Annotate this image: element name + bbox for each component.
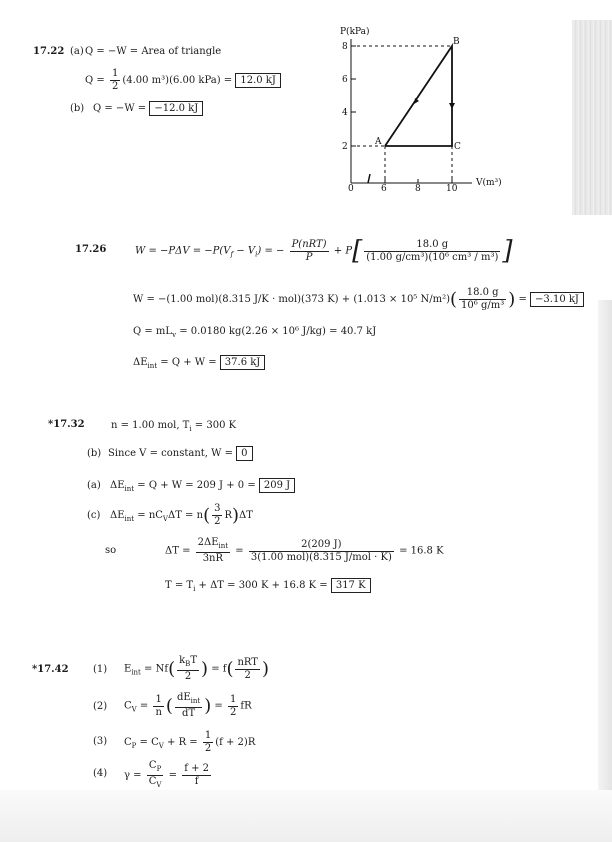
y-tick-label: 2: [342, 142, 348, 152]
equation-text: dE: [176, 692, 191, 703]
equation-row: [93, 101, 203, 116]
subscript: int: [147, 362, 158, 370]
equation-text: = C: [136, 737, 159, 748]
subscript: f: [230, 250, 234, 259]
subscript: v: [172, 331, 177, 339]
paren: ): [508, 289, 516, 310]
y-axis-label: P(kPa): [340, 27, 370, 37]
step-label: (3): [93, 736, 108, 747]
fraction-denominator: (1.00 g/cm³)(10⁶ cm³ / m³): [366, 251, 499, 263]
connector-word: so: [105, 545, 117, 556]
scan-edge-artifact: [572, 20, 612, 215]
equation-row: [133, 287, 584, 312]
equation-text: + R =: [163, 737, 198, 748]
fraction-numerator: [196, 537, 230, 553]
paren: ): [232, 505, 240, 526]
part-label: (a): [87, 480, 101, 491]
equation-text: ΔE: [133, 357, 148, 368]
paren: (: [450, 289, 458, 310]
subscript: int: [124, 485, 135, 493]
equation-text: Q = mL: [133, 326, 173, 337]
fraction-numerator: nRT: [237, 656, 258, 668]
step-label: (4): [93, 768, 108, 779]
equation-text: =: [136, 700, 149, 712]
fraction: [196, 537, 230, 565]
equation-text: Since V = constant, W =: [108, 448, 233, 459]
equation-text: 2ΔE: [197, 537, 219, 548]
equation-row: [133, 326, 376, 339]
equation-text: ΔT =: [165, 545, 191, 557]
y-tick-label: 4: [342, 108, 348, 118]
answer-box: 209 J: [259, 478, 295, 493]
equation-text: + ΔT = 300 K + 16.8 K =: [195, 580, 328, 591]
equation-text: T: [190, 655, 197, 666]
equation-row: [108, 446, 253, 461]
fraction-denominator: P: [305, 251, 313, 263]
fraction-denominator: 2: [230, 706, 237, 718]
equation-text: =: [235, 545, 244, 557]
subscript: V: [131, 705, 137, 714]
fraction-denominator: 2: [184, 671, 192, 682]
paren: (: [203, 505, 211, 526]
fraction: [147, 760, 164, 791]
equation-text: C: [124, 700, 132, 712]
equation-text: = f: [208, 663, 227, 675]
equation-text: = Q + W =: [157, 357, 217, 368]
bracket: [: [352, 236, 363, 266]
fraction-denominator: 2: [214, 516, 221, 527]
fraction-denominator: 3(1.00 mol)(8.315 J/mol · K): [250, 551, 392, 563]
subscript: P: [131, 742, 137, 750]
equation-row: [124, 655, 269, 683]
paren: (: [168, 658, 176, 680]
subscript: V: [162, 515, 168, 523]
fraction: [182, 763, 211, 788]
paren: ): [261, 658, 269, 680]
equation-text: R: [224, 510, 232, 521]
equation-text: =: [165, 770, 178, 781]
subscript: int: [131, 668, 141, 677]
problem-number: 17.22: [33, 46, 65, 57]
fraction-numerator: 1: [111, 68, 119, 79]
x-tick-label: 6: [381, 184, 387, 194]
fraction-denominator: 2: [244, 669, 251, 681]
fraction-denominator: dT: [182, 708, 196, 719]
y-tick-label: 8: [342, 42, 348, 52]
equation-row: [124, 692, 252, 720]
fraction-numerator: [147, 760, 164, 776]
pen-mark: [368, 174, 370, 183]
equation-text: = nC: [134, 510, 163, 521]
bracket: ]: [502, 236, 513, 266]
equation-text: ΔE: [110, 510, 125, 521]
fraction-numerator: 1: [204, 730, 212, 741]
fraction: [110, 68, 120, 93]
equation-text: k: [179, 655, 186, 666]
fraction-numerator: 18.0 g: [459, 287, 506, 300]
fraction-denominator: n: [155, 706, 162, 718]
answer-box: −12.0 kJ: [149, 101, 203, 116]
equation-row: [135, 236, 513, 266]
equation-text: W = −PΔV = −P(V: [135, 245, 231, 257]
subscript: i: [189, 425, 192, 433]
fraction-numerator: 2(209 J): [249, 539, 394, 552]
equation-row: [165, 537, 444, 565]
subscript: V: [156, 781, 162, 789]
step-label: (2): [93, 701, 108, 712]
equation-text: (4.00 m³)(6.00 kPa) =: [122, 75, 233, 86]
paren: ): [204, 695, 212, 717]
fraction-denominator: 2: [111, 81, 119, 92]
equation-text: ΔT: [239, 510, 253, 521]
fraction: [177, 655, 199, 683]
fraction: [175, 692, 202, 720]
equation-row: [85, 68, 281, 93]
equation-row: [165, 578, 371, 593]
fraction-numerator: 1: [230, 693, 237, 705]
part-label: (c): [87, 510, 101, 521]
fraction-numerator: f + 2: [184, 763, 210, 774]
fraction-denominator: [147, 776, 164, 791]
equation-text: C: [124, 737, 132, 748]
equation-row: [124, 730, 255, 755]
fraction-numerator: [177, 655, 199, 671]
equation-text: E: [124, 663, 132, 675]
fraction: [212, 503, 222, 528]
equation-text: γ =: [124, 770, 142, 781]
arrow-icon: [449, 103, 455, 109]
x-tick-label: 8: [415, 184, 421, 194]
equation-text: C: [148, 776, 157, 787]
fraction: [364, 239, 500, 264]
subscript: i: [193, 585, 196, 593]
equation-row: [133, 355, 265, 370]
fraction: [235, 657, 259, 682]
equation-text: = 300 K: [191, 420, 237, 431]
equation-text: T = T: [165, 580, 194, 591]
point-label: C: [454, 142, 461, 152]
step-label: (1): [93, 664, 108, 675]
subscript: i: [255, 250, 258, 259]
paren: (: [165, 695, 173, 717]
equation-row: [124, 760, 213, 791]
subscript: int: [190, 697, 201, 705]
equation-text: = 0.0180 kg(2.26 × 10⁶ J/kg) = 40.7 kJ: [176, 326, 377, 337]
subscript: int: [218, 542, 229, 550]
equation-text: + P: [333, 245, 353, 257]
equation-row: [111, 420, 236, 433]
equation-text: C: [148, 760, 157, 771]
point-label: B: [453, 37, 460, 47]
equation-text: fR: [240, 700, 252, 712]
fraction: [249, 539, 394, 564]
equation-text: = 16.8 K: [399, 545, 444, 557]
problem-number: *17.42: [32, 664, 69, 675]
fraction-numerator: 1: [153, 694, 163, 707]
solution-text: Q = −W = Area of triangle: [85, 46, 222, 57]
fraction-denominator: f: [194, 776, 199, 787]
subscript: int: [124, 515, 135, 523]
pv-diagram: [330, 25, 530, 200]
fraction-denominator: 3nR: [202, 553, 224, 564]
equation-text: W = −(1.00 mol)(8.315 J/K · mol)(373 K) + (1.013 × 10⁵ N/m²): [133, 294, 451, 305]
equation-text: =: [211, 700, 223, 712]
paren: ): [200, 658, 209, 680]
fraction-numerator: P(nRT): [291, 238, 327, 250]
equation-row: [110, 478, 295, 493]
equation-text: Q = −W =: [93, 103, 147, 114]
subscript: B: [185, 660, 191, 668]
equation-text: =: [518, 294, 527, 305]
subscript: V: [158, 742, 164, 750]
problem-number: *17.32: [48, 419, 85, 430]
part-label: (b): [70, 103, 85, 114]
fraction-numerator: 3: [214, 503, 221, 514]
answer-box: 0: [236, 446, 252, 461]
equation-text: − V: [233, 245, 256, 257]
equation-text: ) = −: [257, 245, 285, 257]
equation-text: Q =: [85, 75, 105, 86]
fraction-denominator: 2: [204, 743, 212, 754]
equation-text: = Q + W = 209 J + 0 =: [134, 480, 256, 491]
scan-bottom-shade: [0, 790, 612, 842]
answer-box: 317 K: [331, 578, 371, 593]
scan-edge-shadow: [598, 300, 612, 800]
fraction: [203, 730, 213, 755]
answer-box: 37.6 kJ: [220, 355, 266, 370]
y-tick-label: 6: [342, 75, 348, 85]
paren: (: [226, 658, 234, 680]
answer-box: 12.0 kJ: [235, 73, 281, 88]
equation-text: = Nf: [140, 663, 169, 675]
fraction: [290, 239, 329, 264]
x-tick-label: 0: [348, 184, 354, 194]
part-label: (b): [87, 448, 102, 459]
fraction: [228, 694, 238, 719]
problem-number: 17.26: [75, 244, 107, 255]
fraction: [153, 694, 163, 719]
fraction-denominator: 10⁶ g/m³: [461, 300, 505, 311]
equation-row: [110, 503, 253, 528]
equation-text: ΔE: [110, 480, 125, 491]
fraction-numerator: 18.0 g: [364, 239, 500, 252]
point-label: A: [375, 137, 382, 147]
equation-text: n = 1.00 mol, T: [111, 420, 190, 431]
fraction: [459, 287, 506, 312]
x-tick-label: 10: [446, 184, 458, 194]
answer-box: −3.10 kJ: [530, 292, 584, 307]
cycle-path: [385, 46, 452, 146]
equation-text: ΔT = n: [167, 510, 204, 521]
fraction-numerator: [175, 692, 202, 708]
equation-text: (f + 2)R: [215, 737, 256, 748]
x-axis-label: V(m³): [476, 178, 502, 188]
part-label: (a): [70, 46, 84, 57]
subscript: P: [156, 765, 162, 773]
